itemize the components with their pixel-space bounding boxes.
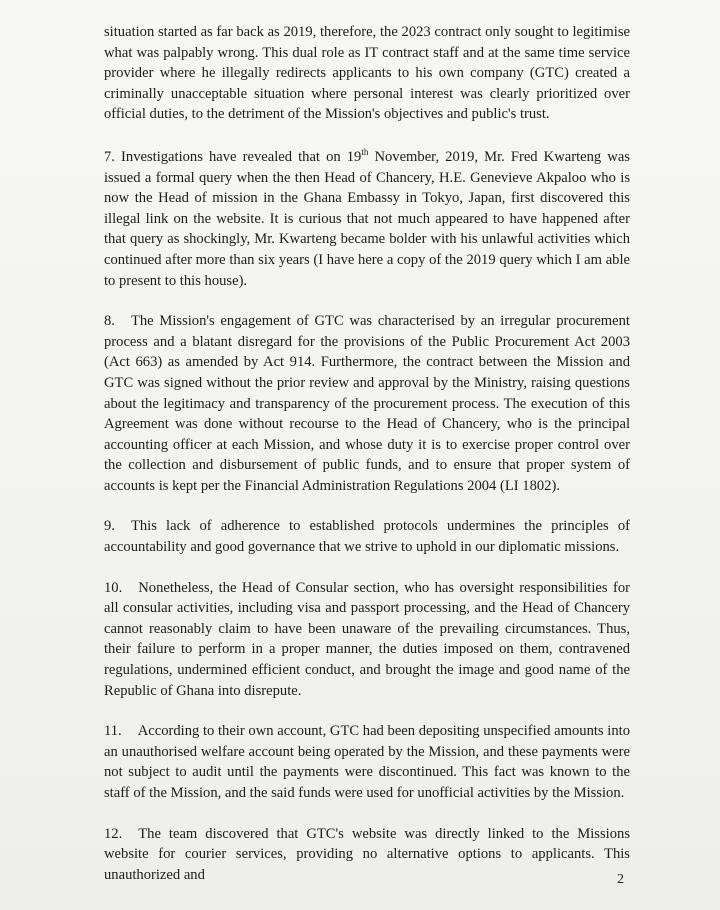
- paragraph-text: Investigations have revealed that on 19: [121, 148, 362, 165]
- paragraph-continuation: [104, 22, 630, 125]
- paragraph-text: Nonetheless, the Head of Consular section, who has oversight responsibilities for all consular activities, including visa and passport processing, and the Head of Chancery cannot reasonably claim to have been unaware of the prevailing circumstances. Thus, their failure to perform in a proper manner, the duties imposed on them, contravened regulations, undermined efficient conduct, and brought the image and good name of the Republic of Ghana into disrepute.: [104, 579, 630, 699]
- paragraph-text: situation started as far back as 2019, therefore, the 2023 contract only sought to legitimise what was palpably wrong. This dual role as IT contract staff and at the same time service provider where he illegally redirects applicants to his own company (GTC) created a criminally unacceptable situation where personal interest was clearly prioritized over official duties, to the detriment of the Mission's objectives and public's trust.: [104, 24, 630, 123]
- paragraph-12: [104, 824, 630, 886]
- paragraph-number: 9.: [104, 518, 115, 535]
- paragraph-7: [104, 147, 630, 291]
- ordinal-superscript: th: [361, 147, 369, 158]
- paragraph-number: 7.: [104, 148, 115, 165]
- paragraph-text: This lack of adherence to established protocols undermines the principles of accountability and good governance that we strive to uphold in our diplomatic missions.: [104, 518, 630, 556]
- paragraph-number: 8.: [104, 313, 115, 330]
- paragraph-text: The team discovered that GTC's website was directly linked to the Missions website for courier services, providing no alternative options to applicants. This unauthorized and: [104, 825, 630, 883]
- page-number: 2: [617, 872, 624, 887]
- paragraph-10: [104, 578, 630, 702]
- paragraph-number: 11.: [104, 723, 122, 740]
- paragraph-text: According to their own account, GTC had been depositing unspecified amounts into an unauthorised welfare account being operated by the Mission, and these payments were not subject to audit until the payments were discontinued. This fact was known to the staff of the Mission, and the said funds were used for unofficial activities by the Mission.: [104, 723, 630, 801]
- paragraph-8: [104, 311, 630, 496]
- paragraph-number: 12.: [104, 825, 123, 842]
- paragraph-text: The Mission's engagement of GTC was characterised by an irregular procurement process and a blatant disregard for the provisions of the Public Procurement Act 2003 (Act 663) as amended by Act 914. Furthermore, the contract between the Mission and GTC was signed without the prior review and approval by the Ministry, raising questions about the legitimacy and transparency of the procurement process. The execution of this Agreement was done without recourse to the Head of Chancery, who is the principal accounting officer at each Mission, and whose duty it is to exercise proper control over the collection and disbursement of public funds, and to ensure that proper system of accounts is kept per the Financial Administration Regulations 2004 (LI 1802).: [104, 313, 630, 494]
- paragraph-9: [104, 516, 630, 557]
- paragraph-11: [104, 721, 630, 803]
- paragraph-number: 10.: [104, 579, 123, 596]
- paragraph-text: November, 2019, Mr. Fred Kwarteng was issued a formal query when the then Head of Chancery, H.E. Genevieve Akpaloo who is now the Head of mission in the Ghana Embassy in Tokyo, Japan, first discovered this illegal link on the website. It is curious that not much appeared to have happened after that query as shockingly, Mr. Kwarteng became bolder with his unlawful activities which continued after more than six years (I have here a copy of the 2019 query which I am able to present to this house).: [104, 148, 630, 289]
